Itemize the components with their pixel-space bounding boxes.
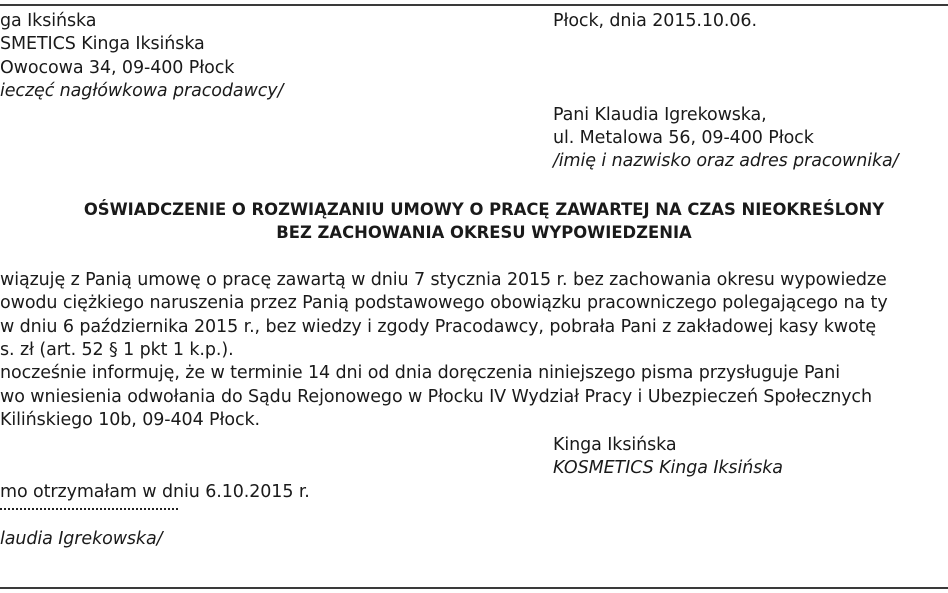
body-text-line: s. zł (art. 52 § 1 pkt 1 k.p.).: [0, 340, 234, 360]
body-text-line: wo wniesienia odwołania do Sądu Rejonowego w Płocku IV Wydział Pracy i Ubezpieczeń Społecznych: [0, 387, 872, 407]
bottom-rule: [0, 587, 948, 589]
signature-dotted-line: [0, 508, 178, 510]
body-text-line: w dniu 6 października 2015 r., bez wiedzy i zgody Pracodawcy, pobrała Pani z zakładowej kasy kwotę: [0, 317, 877, 337]
employer-name: ga Iksińska: [0, 11, 97, 31]
document-title-line1: OŚWIADCZENIE O ROZWIĄZANIU UMOWY O PRACĘ ZAWARTEJ NA CZAS NIEOKREŚLONY: [83, 200, 885, 219]
body-text-line: Kilińskiego 10b, 09-404 Płock.: [0, 410, 261, 430]
signature-company: KOSMETICS Kinga Iksińska: [553, 458, 783, 478]
receipt-text: mo otrzymałam w dniu 6.10.2015 r.: [0, 482, 310, 502]
place-date: Płock, dnia 2015.10.06.: [553, 11, 757, 31]
body-text-line: wiązuję z Panią umowę o pracę zawartą w dniu 7 stycznia 2015 r. bez zachowania okresu wypowiedze: [0, 270, 887, 290]
employer-company: SMETICS Kinga Iksińska: [0, 34, 205, 54]
employer-address: Owocowa 34, 09-400 Płock: [0, 58, 235, 78]
signature-name: Kinga Iksińska: [553, 435, 677, 455]
receipt-signer: laudia Igrekowska/: [0, 529, 163, 549]
employee-note: /imię i nazwisko oraz adres pracownika/: [553, 151, 899, 171]
body-text-line: owodu ciężkiego naruszenia przez Panią podstawowego obowiązku pracowniczego polegającego na ty: [0, 293, 888, 313]
employee-name: Pani Klaudia Igrekowska,: [553, 105, 767, 125]
body-text-line: nocześnie informuję, że w terminie 14 dni od dnia doręczenia niniejszego pisma przysługuje Pani: [0, 363, 841, 383]
top-rule: [0, 4, 948, 6]
document-title-line2: BEZ ZACHOWANIA OKRESU WYPOWIEDZENIA: [276, 223, 692, 242]
employer-stamp-note: ieczęć nagłówkowa pracodawcy/: [0, 81, 284, 101]
employee-address: ul. Metalowa 56, 09-400 Płock: [553, 128, 814, 148]
